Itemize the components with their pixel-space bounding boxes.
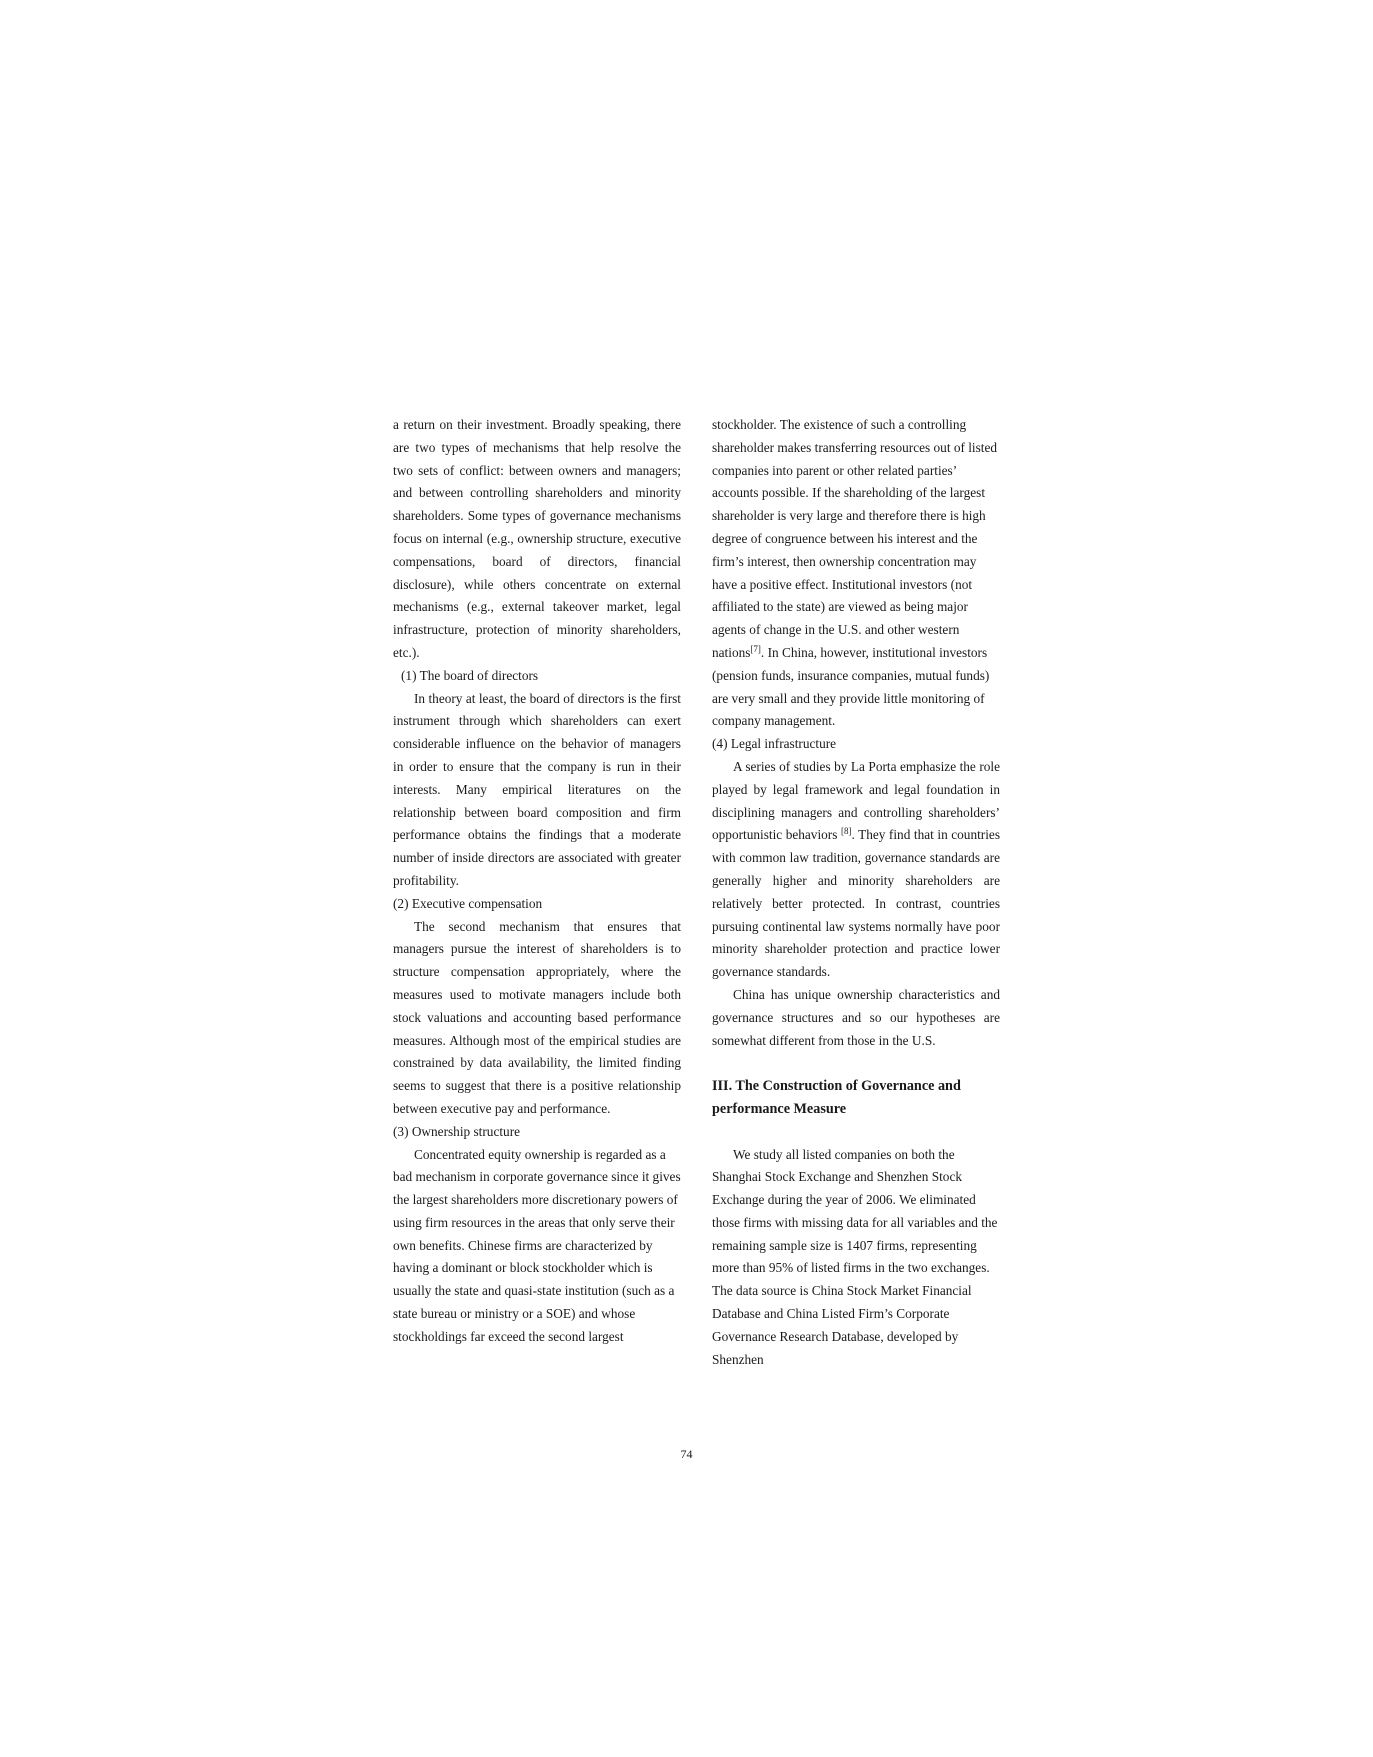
legal-infrastructure-heading: (4) Legal infrastructure [712, 736, 837, 752]
legal-infrastructure-paragraph [712, 756, 1000, 984]
board-heading: (1) The board of directors [401, 667, 539, 683]
ownership-continued-text-b: . In China, however, institutional investors (pension funds, insurance companies, mutual funds) are very small and they provide little monitoring of company management. [712, 644, 990, 729]
left-column [393, 414, 681, 1349]
citation-7: [7] [750, 643, 761, 654]
right-column [712, 414, 1000, 1371]
ownership-structure-heading: (3) Ownership structure [393, 1123, 521, 1139]
sample-paragraph: We study all listed companies on both the Shanghai Stock Exchange and Shenzhen Stock Exchange during the year of 2006. We eliminated those firms with missing data for all variables and the remaining sample size is 1407 firms, representing more than 95% of listed firms in the two exchanges. The data source is China Stock Market Financial Database and China Listed Firm’s Corporate Governance Research Database, developed by Shenzhen [712, 1146, 998, 1367]
ownership-structure-paragraph: Concentrated equity ownership is regarded as a bad mechanism in corporate governance since it gives the largest shareholders more discretionary powers of using firm resources in the areas that only serve their own benefits. Chinese firms are characterized by having a dominant or block stockholder which is usually the state and quasi-state institution (such as a state bureau or ministry or a SOE) and whose stockholdings far exceed the second largest [393, 1146, 681, 1344]
legal-text-b: . They find that in countries with common law tradition, governance standards are generally higher and minority shareholders are relatively better protected. In contrast, countries pursuing continental law systems normally have poor minority shareholder protection and practice lower governance standards. [712, 827, 1000, 980]
china-paragraph: China has unique ownership characteristics and governance structures and so our hypotheses are somewhat different from those in the U.S. [712, 986, 1000, 1048]
page-number: 74 [680, 1447, 693, 1461]
section-heading: III. The Construction of Governance and performance Measure [712, 1078, 961, 1117]
ownership-continued-paragraph [712, 414, 1000, 733]
citation-8: [8] [840, 826, 852, 837]
ownership-continued-text-a: stockholder. The existence of such a controlling shareholder makes transferring resources out of listed companies into parent or other related parties’ accounts possible. If the shareholding of the largest shareholder is very large and therefore there is high degree of congruence between his interest and the firm’s interest, then ownership concentration may have a positive effect. Institutional investors (not affiliated to the state) are viewed as being major agents of change in the U.S. and other western nations [712, 417, 998, 660]
executive-compensation-paragraph: The second mechanism that ensures that managers pursue the interest of shareholders is to structure compensation appropriately, where the measures used to motivate managers include both stock valuations and accounting based performance measures. Although most of the empirical studies are constrained by data availability, the limited finding seems to suggest that there is a positive relationship between executive pay and performance. [393, 918, 681, 1116]
intro-paragraph: a return on their investment. Broadly speaking, there are two types of mechanisms that help resolve the two sets of conflict: between owners and managers; and between controlling shareholders and minority shareholders. Some types of governance mechanisms focus on internal (e.g., ownership structure, executive compensations, board of directors, financial disclosure), while others concentrate on external mechanisms (e.g., external takeover market, legal infrastructure, protection of minority shareholders, etc.). [393, 417, 681, 660]
board-paragraph: In theory at least, the board of directors is the first instrument through which shareholders can exert considerable influence on the behavior of managers in order to ensure that the company is run in their interests. Many empirical literatures on the relationship between board composition and firm performance obtains the findings that a moderate number of inside directors are associated with greater profitability. [393, 690, 681, 888]
legal-text-a: A series of studies by La Porta emphasize the role played by legal framework and legal foundation in disciplining managers and controlling shareholders’ opportunistic behaviors [712, 758, 1000, 843]
executive-compensation-heading: (2) Executive compensation [393, 895, 543, 911]
